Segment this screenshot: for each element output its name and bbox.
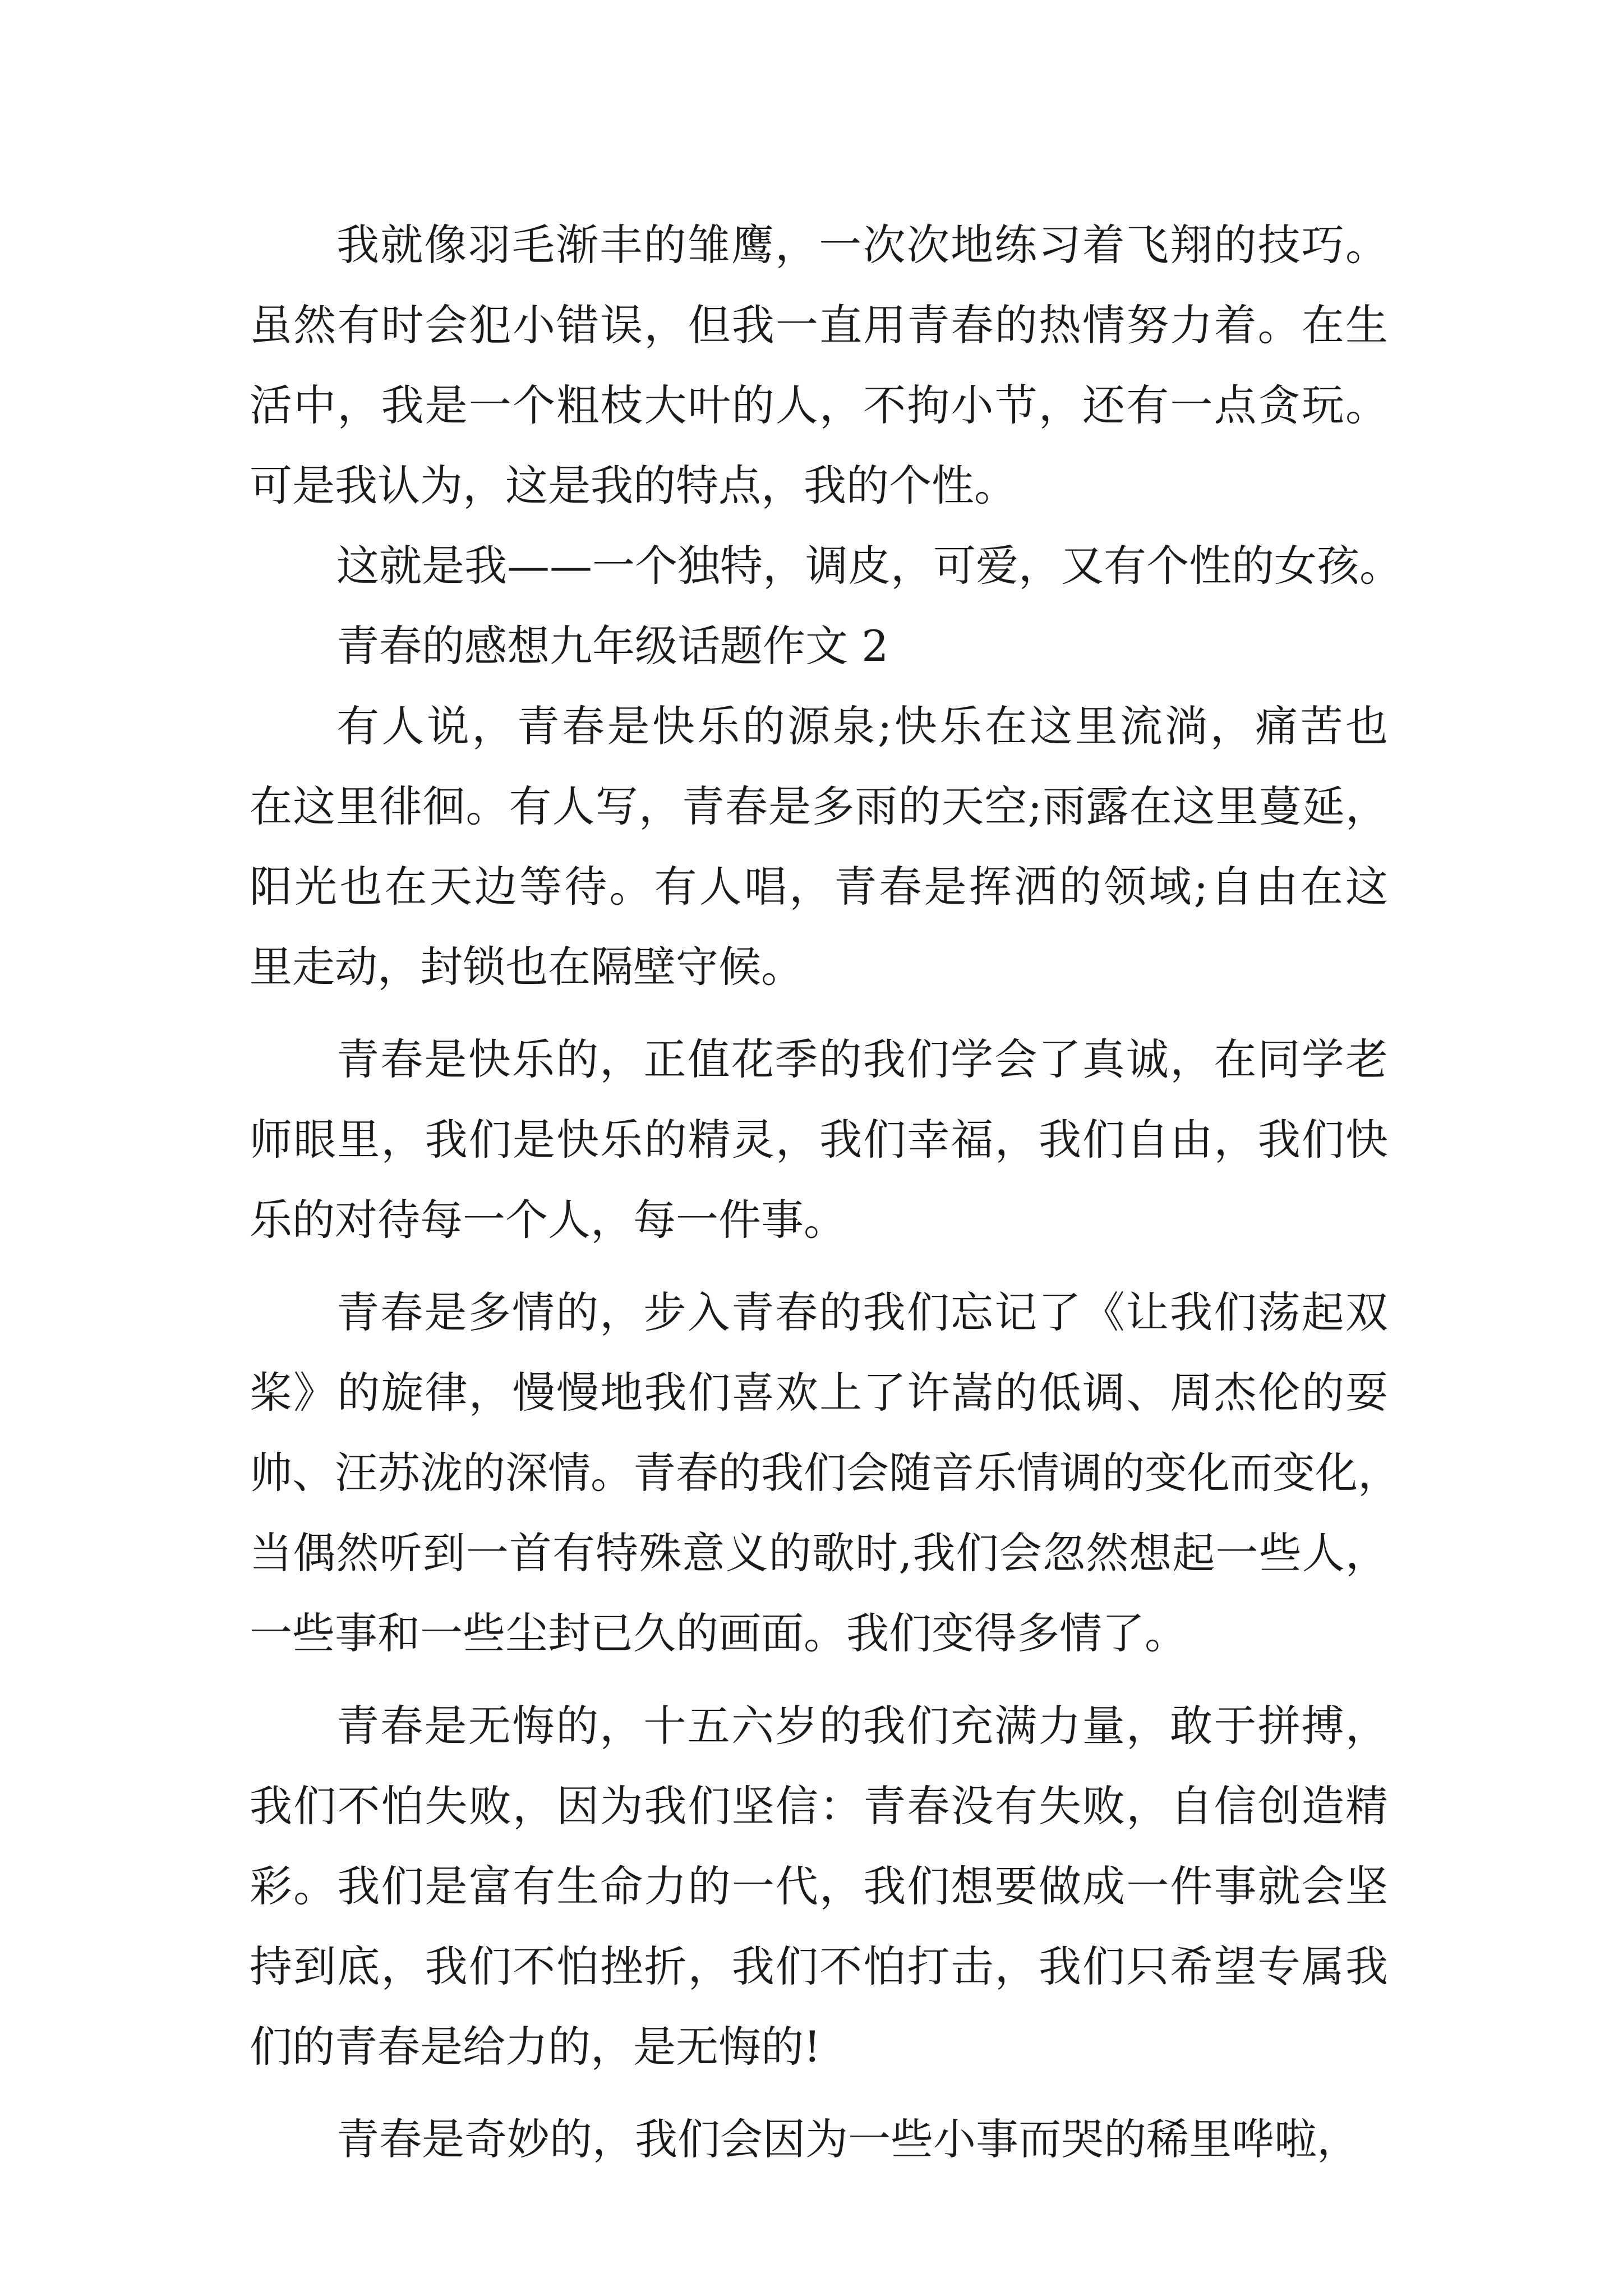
text-line: 持到底，我们不怕挫折，我们不怕打击，我们只希望专属我	[250, 1941, 1388, 1991]
text-line: 当偶然听到一首有特殊意义的歌时,我们会忽然想起一些人，	[250, 1528, 1388, 1578]
text-line: 青春是多情的，步入青春的我们忘记了《让我们荡起双	[336, 1287, 1388, 1337]
text-line: 我就像羽毛渐丰的雏鹰，一次次地练习着飞翔的技巧。	[336, 220, 1388, 270]
text-line: 帅、汪苏泷的深情。青春的我们会随音乐情调的变化而变化，	[250, 1448, 1400, 1498]
paragraph	[250, 526, 1402, 606]
text-line: 这就是我——一个独特，调皮，可爱，又有个性的女孩。	[336, 541, 1402, 591]
text-line: 虽然有时会犯小错误，但我一直用青春的热情努力着。在生	[250, 300, 1388, 350]
paragraph	[250, 1019, 1388, 1260]
document-body	[250, 205, 1402, 2179]
paragraph	[250, 205, 1388, 526]
text-line: 活中，我是一个粗枝大叶的人，不拘小节，还有一点贪玩。	[250, 380, 1388, 430]
section-title	[250, 606, 1388, 686]
paragraph	[250, 686, 1388, 1007]
text-line: 有人说，青春是快乐的源泉;快乐在这里流淌，痛苦也	[336, 701, 1388, 751]
text-line: 青春是奇妙的，我们会因为一些小事而哭的稀里哗啦，	[336, 2114, 1359, 2164]
text-line: 彩。我们是富有生命力的一代，我们想要做成一件事就会坚	[250, 1861, 1388, 1911]
text-line: 乐的对待每一个人，每一件事。	[250, 1195, 846, 1245]
text-line: 在这里徘徊。有人写，青春是多雨的天空;雨露在这里蔓延，	[250, 781, 1388, 831]
text-line: 桨》的旋律，慢慢地我们喜欢上了许嵩的低调、周杰伦的耍	[250, 1368, 1388, 1418]
paragraph	[250, 1686, 1388, 2087]
text-line: 们的青春是给力的，是无悔的!	[250, 2022, 821, 2072]
text-line: 青春的感想九年级话题作文 2	[336, 621, 889, 671]
text-line: 阳光也在天边等待。有人唱，青春是挥洒的领域;自由在这	[250, 862, 1388, 912]
text-line: 青春是无悔的，十五六岁的我们充满力量，敢于拼搏，	[336, 1701, 1388, 1751]
text-line: 师眼里，我们是快乐的精灵，我们幸福，我们自由，我们快	[250, 1115, 1388, 1165]
text-line: 青春是快乐的，正值花季的我们学会了真诚，在同学老	[336, 1034, 1388, 1084]
text-line: 一些事和一些尘封已久的画面。我们变得多情了。	[250, 1608, 1187, 1658]
paragraph	[250, 2099, 1388, 2179]
text-line: 可是我认为，这是我的特点，我的个性。	[250, 461, 1017, 510]
text-line: 里走动，封锁也在隔壁守候。	[250, 942, 804, 992]
paragraph	[250, 1272, 1400, 1673]
text-line: 我们不怕失败，因为我们坚信：青春没有失败，自信创造精	[250, 1781, 1388, 1831]
